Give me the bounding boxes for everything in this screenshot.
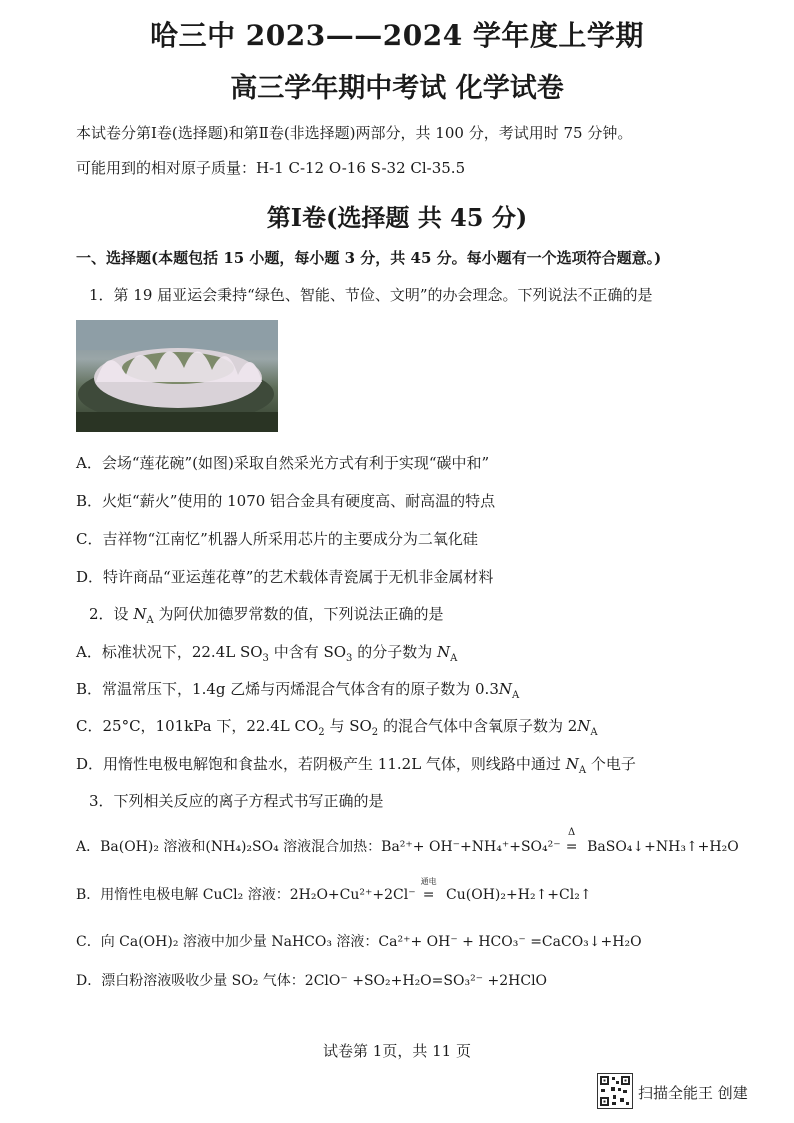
q2-option-b: B．常温常压下，1.4g 乙烯与丙烯混合气体含有的原子数为 $0.3N_A$ — [76, 680, 520, 701]
q1-option-b: B．火炬“薪火”使用的 1070 铝合金具有硬度高、耐高温的特点 — [76, 492, 496, 510]
lotus-stadium-image — [76, 320, 278, 432]
q3-stem: 3．下列相关反应的离子方程式书写正确的是 — [89, 792, 384, 810]
q3-option-a: A．Ba(OH)₂ 溶液和(NH₄)₂SO₄ 溶液混合加热：Ba²⁺+ OH⁻+NH₄⁺+SO₄²⁻ Δ = BaSO₄↓+NH₃↑+H₂O — [76, 827, 739, 855]
q2-option-c: C．25°C，101kPa 下，22.4L $CO_2$ 与 $SO_2$ 的混合气体中含氧原子数为 $2N_A$ — [76, 717, 598, 738]
q1-option-a: A．会场“莲花碗”(如图)采取自然采光方式有利于实现“碳中和” — [76, 454, 490, 472]
q1-stem: 1．第 19 届亚运会秉持“绿色、智能、节俭、文明”的办会理念。下列说法不正确的是 — [89, 286, 653, 304]
stadium-photo — [76, 320, 278, 432]
scanner-watermark: 扫描全能王 创建 — [638, 1084, 748, 1102]
q2-stem: 2．设 $N_A$ 为阿伏加德罗常数的值，下列说法正确的是 — [89, 605, 444, 626]
q2-option-d: D．用惰性电极电解饱和食盐水，若阴极产生 11.2L 气体，则线路中通过 $N_A$ 个电子 — [76, 755, 636, 776]
intro-line-2: 可能用到的相对原子质量：H-1 C-12 O-16 S-32 Cl-35.5 — [76, 159, 466, 177]
q1-option-c: C．吉祥物“江南忆”机器人所采用芯片的主要成分为二氧化硅 — [76, 530, 478, 548]
q1-option-d: D．特许商品“亚运莲花尊”的艺术载体青瓷属于无机非金属材料 — [76, 568, 494, 586]
q2-option-a: A．标准状况下，22.4L $SO_3$ 中含有 $SO_3$ 的分子数为 $N_A$ — [76, 643, 458, 664]
page-footer: 试卷第 1页，共 11 页 — [323, 1042, 471, 1060]
section-title: 第Ⅰ卷(选择题 共 45 分) — [266, 203, 528, 232]
intro-line-1: 本试卷分第Ⅰ卷(选择题)和第Ⅱ卷(非选择题)两部分，共 100 分，考试用时 75 分钟。 — [76, 124, 633, 142]
q3-option-c: C．向 Ca(OH)₂ 溶液中加少量 NaHCO₃ 溶液：Ca²⁺+ OH⁻ + HCO₃⁻ =CaCO₃↓+H₂O — [76, 934, 642, 950]
qr-code-icon — [597, 1073, 633, 1109]
exam-title-line2: 高三学年期中考试 化学试卷 — [230, 73, 564, 104]
q3-option-b: B．用惰性电极电解 CuCl₂ 溶液：2H₂O+Cu²⁺+2Cl⁻ 通电 = Cu(OH)₂+H₂↑+Cl₂↑ — [76, 877, 592, 903]
section-instructions: 一、选择题(本题包括 15 小题，每小题 3 分，共 45 分。每小题有一个选项符合题意。) — [76, 249, 662, 267]
exam-title-line1: 哈三中 2023——2024 学年度上学期 — [150, 19, 644, 52]
q3-option-d: D．漂白粉溶液吸收少量 SO₂ 气体：2ClO⁻ +SO₂+H₂O=SO₃²⁻ +2HClO — [76, 973, 548, 989]
